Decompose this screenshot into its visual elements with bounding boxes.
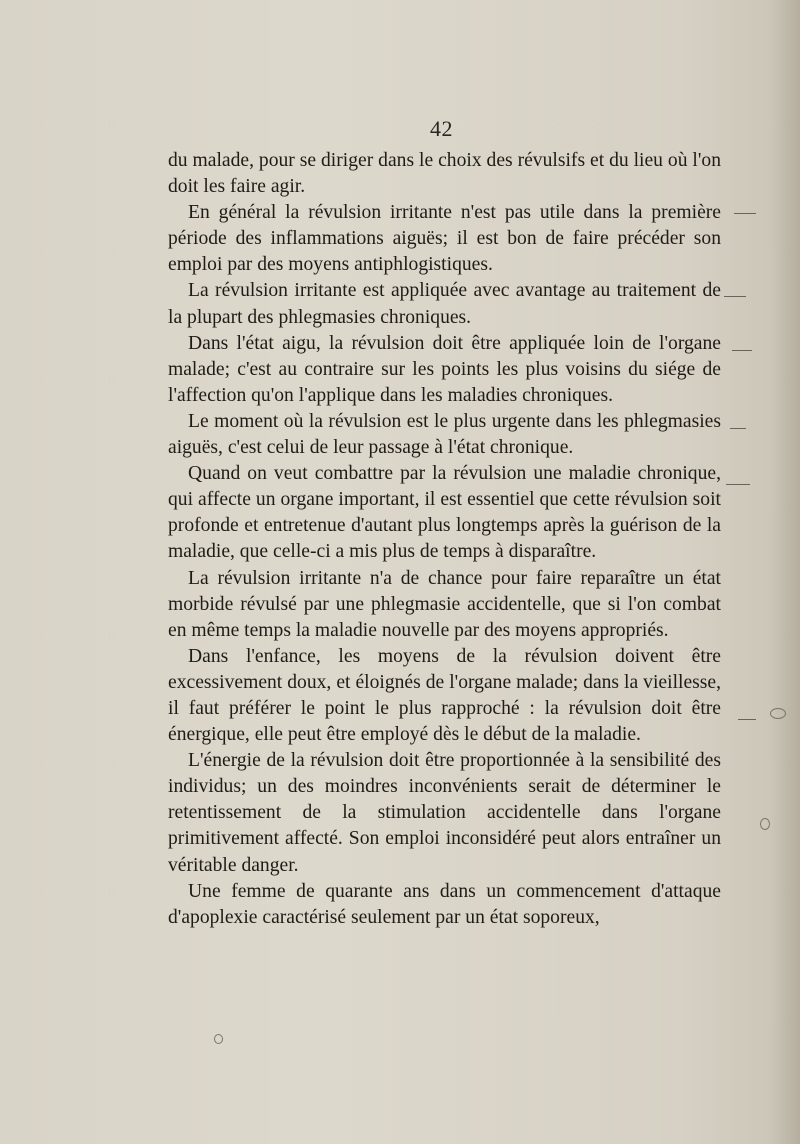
ink-smudge — [214, 1034, 223, 1044]
margin-mark — [732, 350, 752, 351]
paragraph: En général la révulsion irritante n'est pas utile dans la première période des inflammations aiguës; il est bon de faire précéder son emploi par des moyens antiphlogistiques. — [168, 202, 721, 276]
body-text — [168, 148, 721, 931]
margin-mark — [730, 428, 746, 429]
paragraph: Dans l'état aigu, la révulsion doit être appliquée loin de l'organe malade; c'est au contraire sur les points les plus voisins du siége de l'affection qu'on l'applique dans les maladies chroniques. — [168, 332, 721, 406]
paragraph: Une femme de quarante ans dans un commencement d'attaque d'apoplexie caractérisé seulement par un état soporeux, — [168, 880, 721, 928]
margin-mark — [724, 296, 746, 297]
paragraph: Quand on veut combattre par la révulsion une maladie chronique, qui affecte un organe important, il est essentiel que cette révulsion soit profonde et entretenue d'autant plus longtemps après la guérison de la maladie, que celle-ci a mis plus de temps à disparaître. — [168, 463, 721, 563]
ink-smudge — [760, 818, 770, 830]
paragraph: du malade, pour se diriger dans le choix des révulsifs et du lieu où l'on doit les faire agir. — [168, 150, 721, 198]
margin-mark — [726, 484, 750, 485]
ink-smudge — [770, 708, 786, 719]
margin-mark — [734, 213, 756, 214]
paragraph: La révulsion irritante est appliquée avec avantage au traitement de la plupart des phlegmasies chroniques. — [168, 280, 721, 328]
page-edge-shadow — [770, 0, 800, 1144]
paragraph: L'énergie de la révulsion doit être proportionnée à la sensibilité des individus; un des moindres inconvénients serait de déterminer le retentissement de la stimulation accidentelle dans l'organe primitivement affecté. Son emploi inconsidéré peut alors entraîner un véritable danger. — [168, 750, 721, 876]
page-number: 42 — [430, 116, 453, 141]
paragraph: La révulsion irritante n'a de chance pour faire reparaître un état morbide révulsé par une phlegmasie accidentelle, que si l'on combat en même temps la maladie nouvelle par des moyens appropriés. — [168, 567, 721, 641]
paragraph: Le moment où la révulsion est le plus urgente dans les phlegmasies aiguës, c'est celui de leur passage à l'état chronique. — [168, 410, 721, 459]
paragraph: Dans l'enfance, les moyens de la révulsion doivent être excessivement doux, et éloignés de l'organe malade; dans la vieillesse, il faut préférer le point le plus rapproché : la révulsion doit être énergique, elle peut être employé dès le début de la maladie. — [168, 645, 721, 746]
margin-mark — [738, 719, 756, 720]
